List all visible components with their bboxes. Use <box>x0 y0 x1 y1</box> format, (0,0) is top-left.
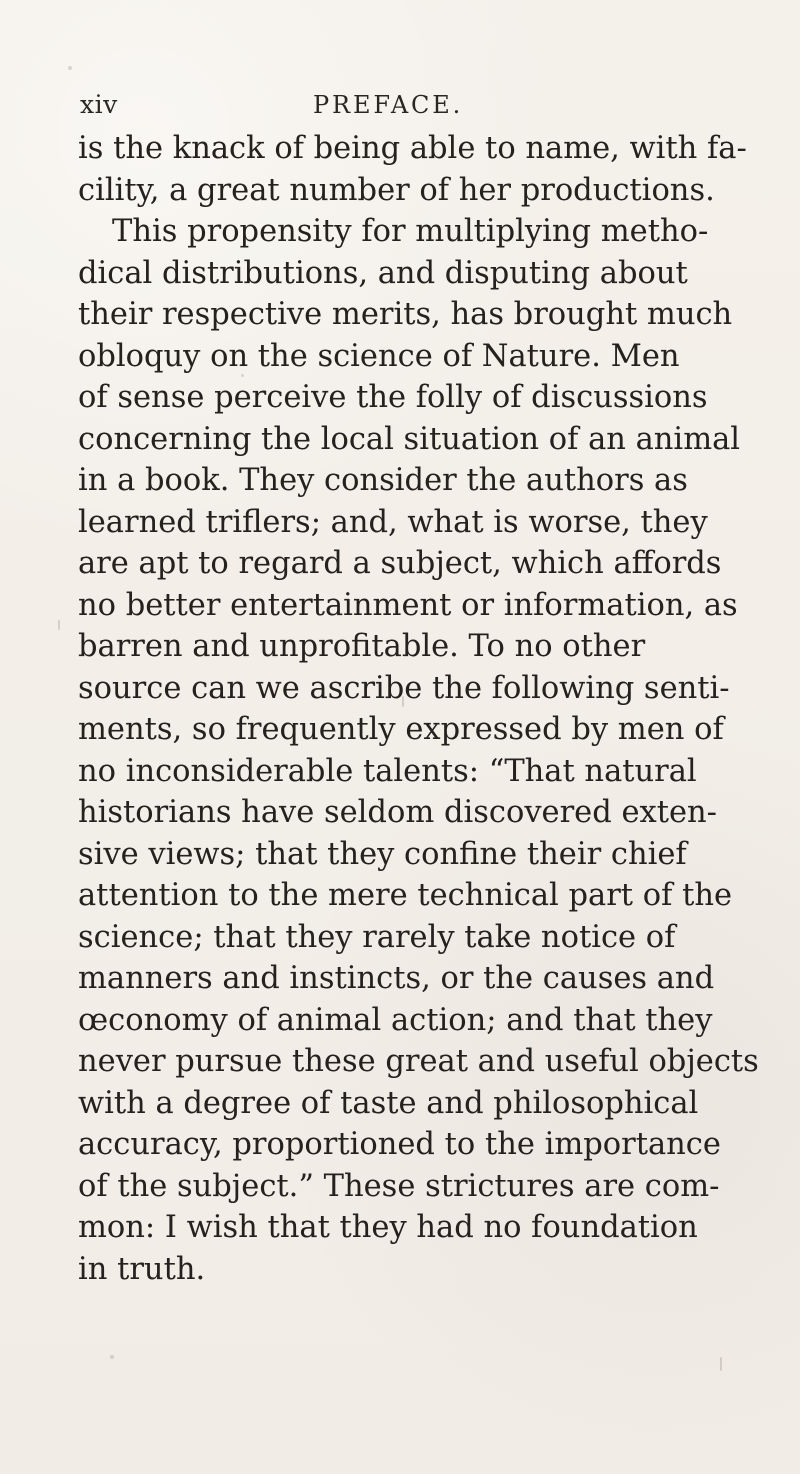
paper-speck <box>402 696 404 707</box>
text-line-18: sive views; that they confine their chief <box>78 836 687 872</box>
text-line-19: attention to the mere technical part of the <box>78 878 733 913</box>
page-number: xiv <box>80 90 118 119</box>
text-line-1: is the knack of being able to name, with fa- <box>78 131 747 166</box>
text-line-10: learned triflers; and, what is worse, they <box>78 504 708 540</box>
text-line-7: of sense perceive the folly of discussions <box>78 380 708 415</box>
text-line-2: cility, a great number of her productions. <box>78 172 715 208</box>
text-line-20: science; that they rarely take notice of <box>78 919 676 955</box>
paper-speck <box>720 1357 722 1371</box>
text-line-17: historians have seldom discovered exten- <box>78 795 717 830</box>
text-line-27: mon: I wish that they had no foundation <box>78 1210 698 1245</box>
text-line-15: ments, so frequently expressed by men of <box>78 712 724 747</box>
text-line-4: dical distributions, and disputing about <box>78 255 688 291</box>
text-line-13: barren and unprofitable. To no other <box>78 629 646 664</box>
text-line-3: This propensity for multiplying metho- <box>112 214 709 249</box>
paper-speck <box>110 1355 114 1359</box>
text-line-24: with a degree of taste and philosophical <box>78 1085 699 1121</box>
text-line-25: accuracy, proportioned to the importance <box>78 1127 721 1162</box>
paper-speck <box>58 620 60 630</box>
paper-speck <box>68 66 72 70</box>
text-line-11: are apt to regard a subject, which affords <box>78 546 722 581</box>
paper-speck <box>273 558 276 561</box>
text-line-16: no inconsiderable talents: “That natural <box>78 753 697 789</box>
body-text <box>78 128 759 1290</box>
text-line-26: of the subject.” These strictures are com- <box>78 1168 720 1204</box>
text-line-14: source can we ascribe the following senti- <box>78 670 730 706</box>
text-line-9: in a book. They consider the authors as <box>78 463 688 498</box>
text-line-8: concerning the local situation of an animal <box>78 421 741 457</box>
text-line-23: never pursue these great and useful objects <box>78 1044 759 1079</box>
running-head: PREFACE. <box>313 91 464 119</box>
paper-speck <box>307 984 310 987</box>
text-line-22: œconomy of animal action; and that they <box>78 1002 713 1038</box>
text-line-5: their respective merits, has brought much <box>78 297 733 332</box>
paper-speck <box>241 374 244 377</box>
text-line-6: obloquy on the science of Nature. Men <box>78 338 680 374</box>
text-line-12: no better entertainment or information, as <box>78 587 738 623</box>
text-line-21: manners and instincts, or the causes and <box>78 961 715 996</box>
text-line-28: in truth. <box>78 1251 206 1287</box>
page-header <box>80 88 720 122</box>
